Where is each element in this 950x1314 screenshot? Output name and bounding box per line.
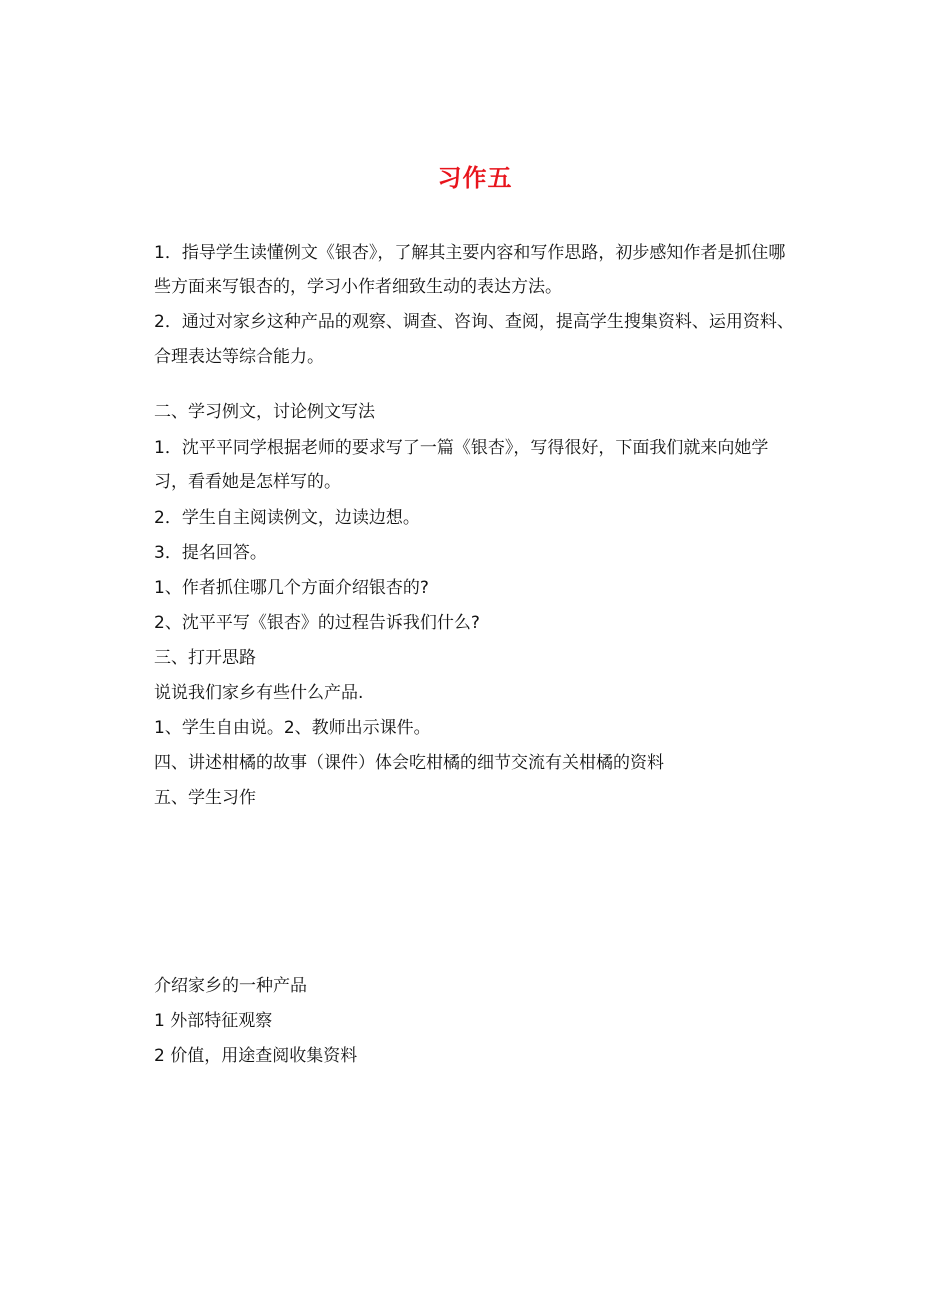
text-line: 2、沈平平写《银杏》的过程告诉我们什么? bbox=[154, 613, 480, 633]
text-line: 2．通过对家乡这种产品的观察、调查、咨询、查阅，提高学生搜集资料、运用资料、 bbox=[154, 312, 794, 332]
text-line: 说说我们家乡有些什么产品. bbox=[154, 683, 364, 703]
text-line: 介绍家乡的一种产品 bbox=[154, 976, 307, 996]
text-line: 习，看看她是怎样写的。 bbox=[154, 472, 341, 492]
text-line: 些方面来写银杏的，学习小作者细致生动的表达方法。 bbox=[154, 277, 562, 297]
text-line: 1．沈平平同学根据老师的要求写了一篇《银杏》，写得很好，下面我们就来向她学 bbox=[154, 438, 769, 458]
text-line: 3．提名回答。 bbox=[154, 543, 267, 563]
text-line: 1、学生自由说。2、教师出示课件。 bbox=[154, 718, 431, 738]
section-heading: 四、讲述柑橘的故事（课件）体会吃柑橘的细节交流有关柑橘的资料 bbox=[154, 753, 664, 773]
text-line: 合理表达等综合能力。 bbox=[154, 347, 324, 367]
section-heading: 二、学习例文，讨论例文写法 bbox=[154, 402, 375, 422]
section-heading: 三、打开思路 bbox=[154, 648, 256, 668]
text-line: 1．指导学生读懂例文《银杏》，了解其主要内容和写作思路，初步感知作者是抓住哪 bbox=[154, 243, 786, 263]
text-line: 1 外部特征观察 bbox=[154, 1011, 273, 1031]
text-line: 1、作者抓住哪几个方面介绍银杏的? bbox=[154, 578, 429, 598]
section-heading: 五、学生习作 bbox=[154, 788, 256, 808]
text-line: 2 价值，用途查阅收集资料 bbox=[154, 1046, 358, 1066]
document-title: 习作五 bbox=[437, 164, 513, 192]
text-line: 2．学生自主阅读例文，边读边想。 bbox=[154, 508, 420, 528]
